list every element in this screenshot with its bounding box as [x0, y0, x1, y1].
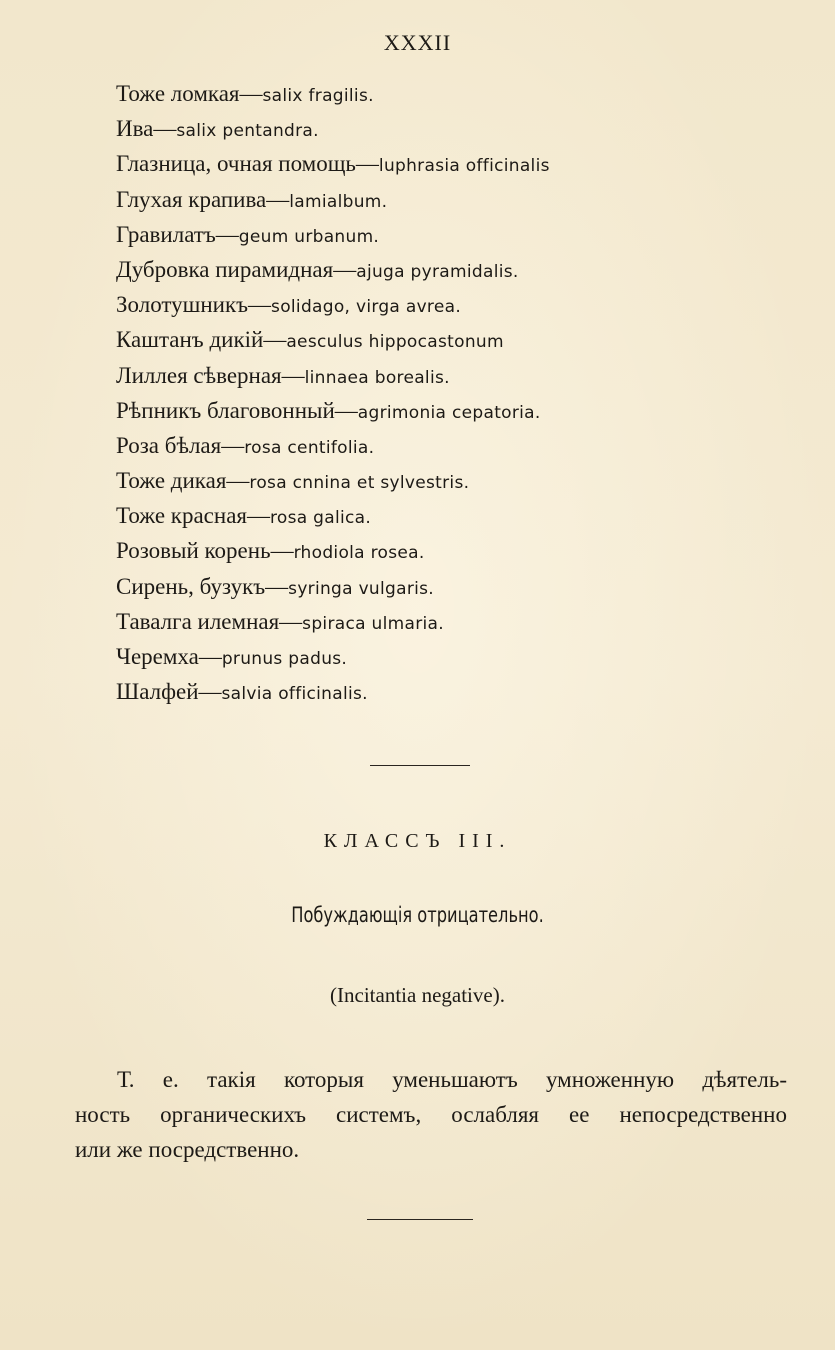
dash: — — [226, 468, 250, 494]
plant-entry — [116, 569, 796, 604]
latin-name: luphrasia officinalis — [378, 156, 550, 177]
plant-entry — [116, 393, 796, 428]
paragraph-line: или же посредственно. — [75, 1137, 300, 1162]
latin-name: salix fragilis. — [262, 86, 374, 106]
latin-subtitle: (Incitantia negative). — [330, 983, 505, 1007]
latin-name: rosa galica. — [269, 508, 372, 529]
plant-entry — [116, 428, 796, 463]
russian-name: Глазница, очная помощь — [116, 151, 356, 177]
dash: — — [265, 573, 289, 599]
latin-name: rosa cnnina et sylvestris. — [249, 473, 470, 494]
dash: — — [198, 679, 222, 705]
russian-name: Гравилатъ — [116, 221, 216, 247]
latin-name: aesculus hippocastonum — [286, 332, 504, 353]
plant-entry — [116, 674, 796, 709]
russian-name: Шалфей — [116, 679, 199, 705]
russian-name: Каштанъ дикій — [116, 327, 264, 353]
dash: — — [333, 256, 357, 282]
latin-name: lamialbum. — [289, 191, 388, 212]
dash: — — [281, 362, 305, 388]
dash: — — [266, 186, 290, 212]
dash: — — [279, 608, 303, 634]
latin-name: salix pentandra. — [176, 121, 319, 142]
body-paragraph — [75, 1062, 787, 1167]
russian-name: Лиллея сѣверная — [116, 362, 282, 388]
latin-name: prunus padus. — [221, 649, 348, 669]
plant-entry — [116, 358, 796, 393]
dash: — — [270, 538, 294, 564]
russian-name: Дубровка пирамидная — [116, 256, 334, 282]
russian-name: Ива — [116, 116, 154, 142]
plant-entry — [116, 182, 796, 217]
latin-name: rhodiola rosea. — [293, 543, 425, 564]
plant-entry — [116, 533, 796, 568]
dash: — — [248, 292, 272, 318]
russian-name: Тоже красная — [116, 503, 247, 529]
russian-name: Сирень, бузукъ — [116, 573, 266, 599]
latin-name: rosa centifolia. — [244, 437, 375, 458]
dash: — — [355, 151, 379, 177]
dash: — — [221, 432, 245, 458]
plant-list — [116, 76, 796, 709]
russian-name: Розовый корень — [116, 538, 271, 564]
plant-entry — [116, 217, 796, 252]
latin-name: agrimonia cepatoria. — [357, 402, 541, 423]
dash: — — [246, 503, 270, 529]
latin-name: solidago, virga avrea. — [271, 297, 462, 318]
russian-name: Рѣпникъ благовонный — [116, 397, 335, 423]
latin-name: salvia officinalis. — [221, 684, 368, 705]
plant-entry — [116, 287, 796, 322]
paragraph-line: ность органическихъ системъ, ослабляя ее непосредственно — [75, 1102, 787, 1127]
dash: — — [334, 397, 358, 423]
class-heading: КЛАССЪ III. — [323, 830, 512, 852]
plant-entry — [116, 76, 796, 111]
page-number: XXXII — [383, 30, 452, 55]
russian-name: Тоже дикая — [116, 468, 227, 494]
russian-name: Глухая крапива — [116, 186, 267, 212]
end-divider — [367, 1219, 473, 1220]
russian-name: Черемха — [116, 644, 199, 669]
plant-entry — [116, 322, 796, 357]
dash: — — [239, 81, 263, 106]
latin-name: linnaea borealis. — [304, 367, 450, 388]
dash: — — [198, 644, 222, 669]
russian-name: Золотушникъ — [116, 292, 249, 318]
dash: — — [153, 116, 177, 142]
plant-entry — [116, 146, 796, 181]
paragraph-line: Т. е. такія которыя уменьшаютъ умноженную дѣятель- — [117, 1067, 787, 1092]
latin-name: geum urbanum. — [238, 226, 380, 247]
plant-entry — [116, 463, 796, 498]
russian-name: Тавалга илемная — [116, 608, 280, 634]
section-divider — [370, 765, 470, 766]
latin-name: ajuga pyramidalis. — [356, 261, 519, 282]
plant-entry — [116, 252, 796, 287]
russian-name: Роза бѣлая — [116, 432, 222, 458]
section-title: Побуждающія отрицательно. — [291, 903, 544, 927]
latin-name: spiraca ulmaria. — [302, 613, 444, 634]
latin-name: syringa vulgaris. — [288, 578, 435, 599]
dash: — — [263, 327, 287, 353]
plant-entry — [116, 639, 796, 674]
plant-entry — [116, 498, 796, 533]
plant-entry — [116, 111, 796, 146]
plant-entry — [116, 604, 796, 639]
russian-name: Тоже ломкая — [116, 81, 240, 106]
dash: — — [215, 221, 239, 247]
